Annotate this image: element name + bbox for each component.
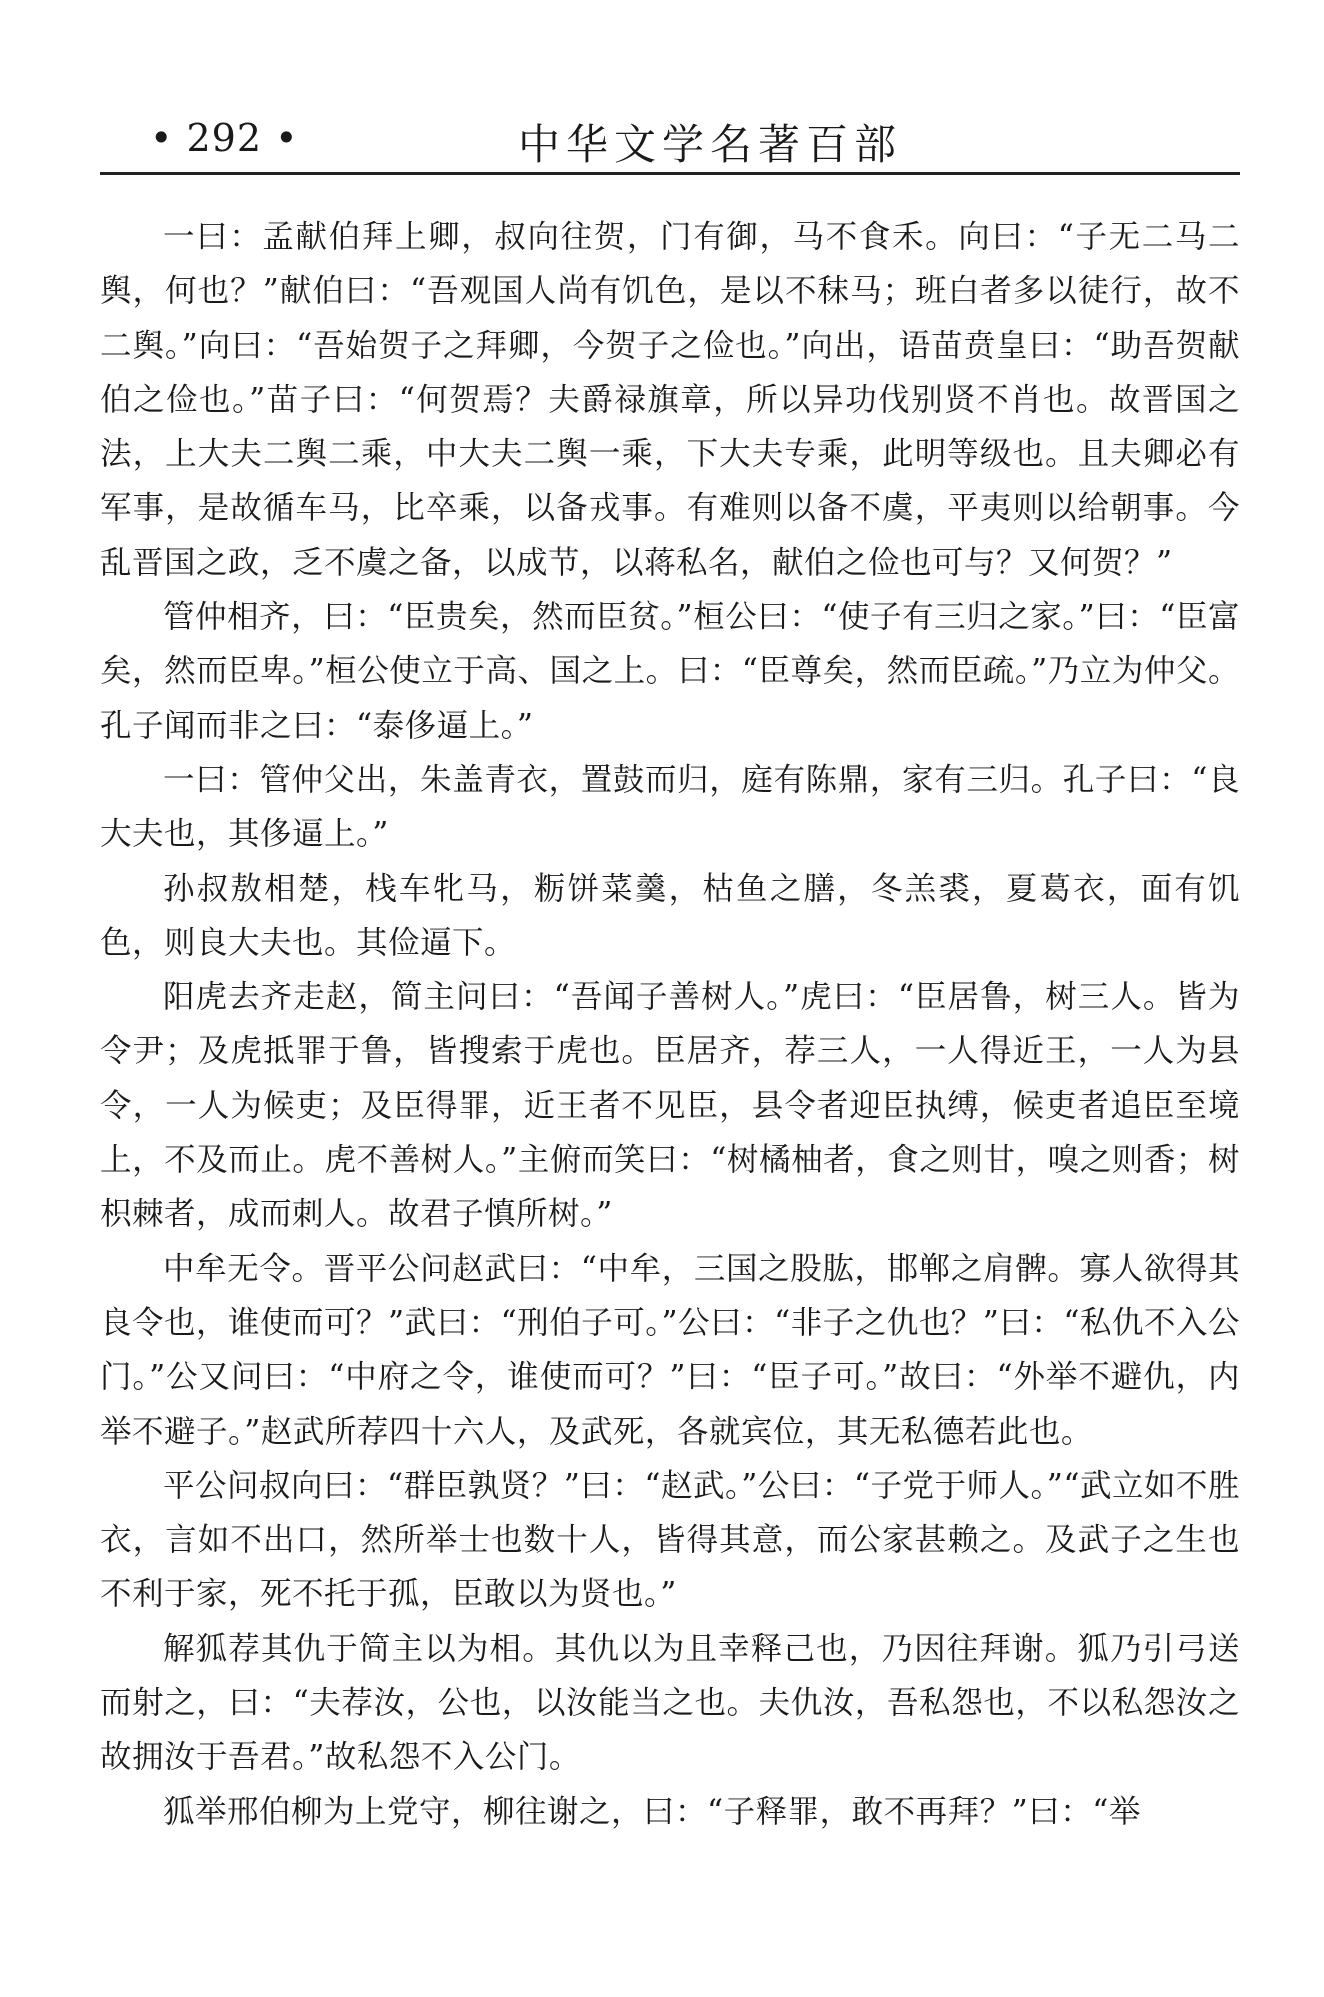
book-title: 中华文学名著百部 <box>518 120 903 169</box>
page-header <box>100 110 1240 170</box>
paragraph: 一曰：孟献伯拜上卿，叔向往贺，门有御，马不食禾。向曰：“子无二马二舆，何也？”献伯曰：“吾观国人尚有饥色，是以不秣马；班白者多以徒行，故不二舆。”向曰：“吾始贺子之拜卿，今贺子之俭也。”向出，语苗贲皇曰：“助吾贺献伯之俭也。”苗子曰：“何贺焉？夫爵禄旗章，所以异功伐别贤不肖也。故晋国之法，上大夫二舆二乘，中大夫二舆一乘，下大夫专乘，此明等级也。且夫卿必有军事，是故循车马，比卒乘，以备戎事。有难则以备不虞，平夷则以给朝事。今乱晋国之政，乏不虞之备，以成节，以蒋私名，献伯之俭也可与？又何贺？” <box>100 219 1240 581</box>
paragraph: 一曰：管仲父出，朱盖青衣，置鼓而归，庭有陈鼎，家有三归。孔子曰：“良大夫也，其侈逼上。” <box>100 761 1240 853</box>
paragraph: 解狐荐其仇于简主以为相。其仇以为且幸释己也，乃因往拜谢。狐乃引弓送而射之，曰：“夫荐汝，公也，以汝能当之也。夫仇汝，吾私怨也，不以私怨汝之故拥汝于吾君。”故私怨不入公门。 <box>100 1630 1240 1776</box>
paragraph: 平公问叔向曰：“群臣孰贤？”曰：“赵武。”公曰：“子党于师人。”“武立如不胜衣，言如不出口，然所举士也数十人，皆得其意，而公家甚赖之。及武子之生也不利于家，死不托于孤，臣敢以为贤也。” <box>100 1467 1240 1613</box>
paragraph: 中牟无令。晋平公问赵武曰：“中牟，三国之股肱，邯郸之肩髀。寡人欲得其良令也，谁使而可？”武曰：“刑伯子可。”公曰：“非子之仇也？”曰：“私仇不入公门。”公又问曰：“中府之令，谁使而可？”曰：“臣子可。”故曰：“外举不避仇，内举不避子。”赵武所荐四十六人，及武死，各就宾位，其无私德若此也。 <box>100 1250 1240 1450</box>
header-divider <box>100 172 1240 175</box>
page-number: • 292 • <box>150 116 299 160</box>
paragraph: 阳虎去齐走赵，简主问曰：“吾闻子善树人。”虎曰：“臣居鲁，树三人。皆为令尹；及虎抵罪于鲁，皆搜索于虎也。臣居齐，荐三人，一人得近王，一人为县令，一人为候吏；及臣得罪，近王者不见臣，县令者迎臣执缚，候吏者追臣至境上，不及而止。虎不善树人。”主俯而笑曰：“树橘柚者，食之则甘，嗅之则香；树枳棘者，成而刺人。故君子慎所树。” <box>100 979 1240 1233</box>
paragraph: 孙叔敖相楚，栈车牝马，粝饼菜羹，枯鱼之膳，冬羔裘，夏葛衣，面有饥色，则良大夫也。其俭逼下。 <box>100 870 1240 961</box>
paragraph: 狐举邢伯柳为上党守，柳往谢之，曰：“子释罪，敢不再拜？”曰：“举 <box>163 1793 1141 1830</box>
body-text <box>100 210 1240 1839</box>
paragraph: 管仲相齐，曰：“臣贵矣，然而臣贫。”桓公曰：“使子有三归之家。”曰：“臣富矣，然而臣卑。”桓公使立于高、国之上。曰：“臣尊矣，然而臣疏。”乃立为仲父。孔子闻而非之曰：“泰侈逼上。” <box>100 599 1240 744</box>
